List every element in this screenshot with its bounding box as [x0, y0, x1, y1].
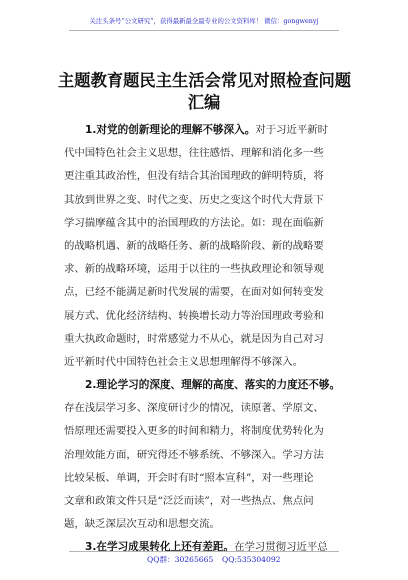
paragraph-line: [64, 374, 354, 397]
paragraph-line: 存在浅层学习多、深度研讨少的情况，读原著、学原文、: [64, 402, 324, 415]
paragraph-line: 其放到世界之变、时代之变、历史之变这个时代大背景下: [64, 193, 324, 206]
section-heading-3: 3.在学习成果转化上还有差距。: [85, 541, 235, 554]
document-body: [64, 119, 354, 560]
footer: [0, 553, 408, 567]
document-title-line-1: 主题教育题民主生活会常见对照检查问题: [58, 71, 352, 90]
paragraph-line: 点，已经不能满足新时代发展的需要，在面对如何转变发: [64, 286, 324, 299]
header-banner: 关注头条号“公文研究”，获得最新最全最专业的公文资料库！ 微信：gongwenyj: [69, 14, 339, 31]
paragraph-line: [64, 119, 354, 142]
section-heading-2: 2.理论学习的深度、理解的高度、落实的力度还不够。: [85, 379, 341, 392]
paragraph-line: 展方式、优化经济结构、转换增长动力等治国理政考验和: [64, 309, 324, 322]
paragraph-line: 的战略机遇、新的战略任务、新的战略阶段、新的战略要: [64, 239, 324, 252]
section-heading-1: 1.对党的创新理论的理解不够深入。: [85, 124, 256, 136]
paragraph-line: 近平新时代中国特色社会主义思想理解得不够深入。: [64, 355, 303, 368]
footer-qq: QQ:535304092: [222, 555, 281, 564]
paragraph-line: 题，缺乏深层次互动和思想交流。: [64, 518, 220, 531]
footer-divider: [69, 551, 339, 552]
document-title-line-2: 汇编: [187, 93, 221, 112]
footer-qq-group: QQ群：30265665: [147, 555, 214, 564]
paragraph-line: 重大执政命题时，时常感觉力不从心，就是因为自己对习: [64, 332, 324, 345]
paragraph-line: 学习揣摩蕴含其中的治国理政的方法论。如：现在面临新: [64, 216, 324, 229]
paragraph-line: 比较呆板、单调，开会时有时“照本宣科”，对一些理论: [64, 471, 314, 484]
paragraph-line: 文章和政策文件只是“泛泛而读”，对一些热点、焦点问: [64, 495, 314, 507]
paragraph-line: 代中国特色社会主义思想，往往感悟、理解和消化多一些: [64, 147, 324, 160]
paragraph-line: 悟原理还需要投入更多的时间和精力，将制度优势转化为: [64, 425, 324, 438]
paragraph-line: 治理效能方面，研究得还不够系统、不够深入。学习方法: [64, 448, 324, 461]
paragraph-text: 对于习近平新时: [255, 124, 329, 136]
paragraph-line: 更注重其政治性，但没有结合其治国理政的鲜明特质，将: [64, 170, 324, 183]
paragraph-line: 求、新的战略环境，运用于以往的一些执政理论和领导观: [64, 263, 324, 276]
paragraph-text: 在学习贯彻习近平总: [234, 541, 328, 554]
